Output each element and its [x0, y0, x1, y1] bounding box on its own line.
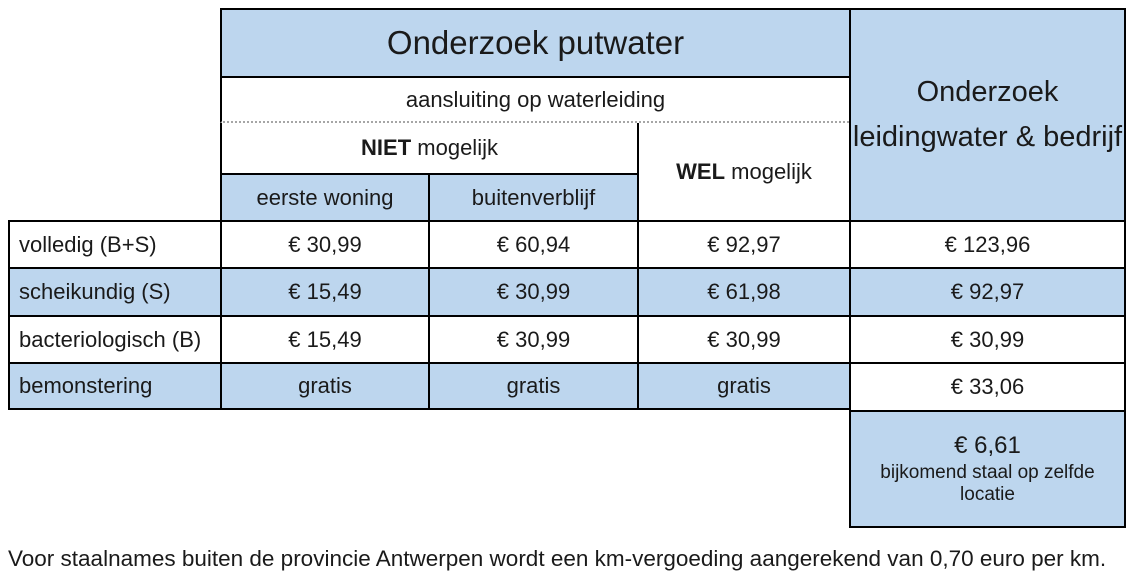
row-label-volledig: volledig (B+S): [8, 220, 220, 267]
km-fee-footnote: Voor staalnames buiten de provincie Antwerpen wordt een km-vergoeding aangerekend van 0,70 euro per km.: [8, 546, 1107, 571]
putwater-header: Onderzoek putwater: [220, 8, 849, 76]
price-cell: gratis: [220, 362, 428, 410]
column-header-eerste-woning: eerste woning: [220, 173, 428, 220]
extra-sample-cell: [849, 410, 1126, 528]
price-cell: € 30,99: [428, 267, 637, 315]
row-label-bacteriologisch: bacteriologisch (B): [8, 315, 220, 362]
wel-label-bold: WEL: [676, 158, 726, 184]
price-cell: gratis: [428, 362, 637, 410]
price-cell: € 15,49: [220, 315, 428, 362]
leidingwater-header: Onderzoek leidingwater & bedrijf: [849, 8, 1126, 220]
wel-mogelijk-header: [637, 123, 849, 220]
price-cell: € 30,99: [220, 220, 428, 267]
aansluiting-subheader: aansluiting op waterleiding: [220, 76, 849, 123]
price-cell: € 123,96: [849, 220, 1126, 267]
price-cell: € 92,97: [637, 220, 849, 267]
row-label-scheikundig: scheikundig (S): [8, 267, 220, 315]
price-cell: € 33,06: [849, 362, 1126, 410]
row-label-bemonstering: bemonstering: [8, 362, 220, 410]
niet-mogelijk-header: [220, 123, 637, 173]
price-cell: € 61,98: [637, 267, 849, 315]
niet-label-bold: NIET: [361, 135, 412, 160]
price-cell: € 60,94: [428, 220, 637, 267]
extra-sample-note: bijkomend staal op zelfde locatie: [880, 462, 1095, 505]
price-cell: gratis: [637, 362, 849, 410]
price-table-grid: [8, 8, 1126, 528]
price-cell: € 30,99: [637, 315, 849, 362]
price-table: [8, 8, 1126, 528]
niet-label-rest: mogelijk: [411, 135, 498, 160]
price-cell: € 15,49: [220, 267, 428, 315]
price-cell: € 92,97: [849, 267, 1126, 315]
extra-sample-price: € 6,61: [954, 432, 1021, 459]
price-cell: € 30,99: [849, 315, 1126, 362]
price-cell: € 30,99: [428, 315, 637, 362]
wel-label-rest: mogelijk: [725, 158, 812, 184]
column-header-buitenverblijf: buitenverblijf: [428, 173, 637, 220]
